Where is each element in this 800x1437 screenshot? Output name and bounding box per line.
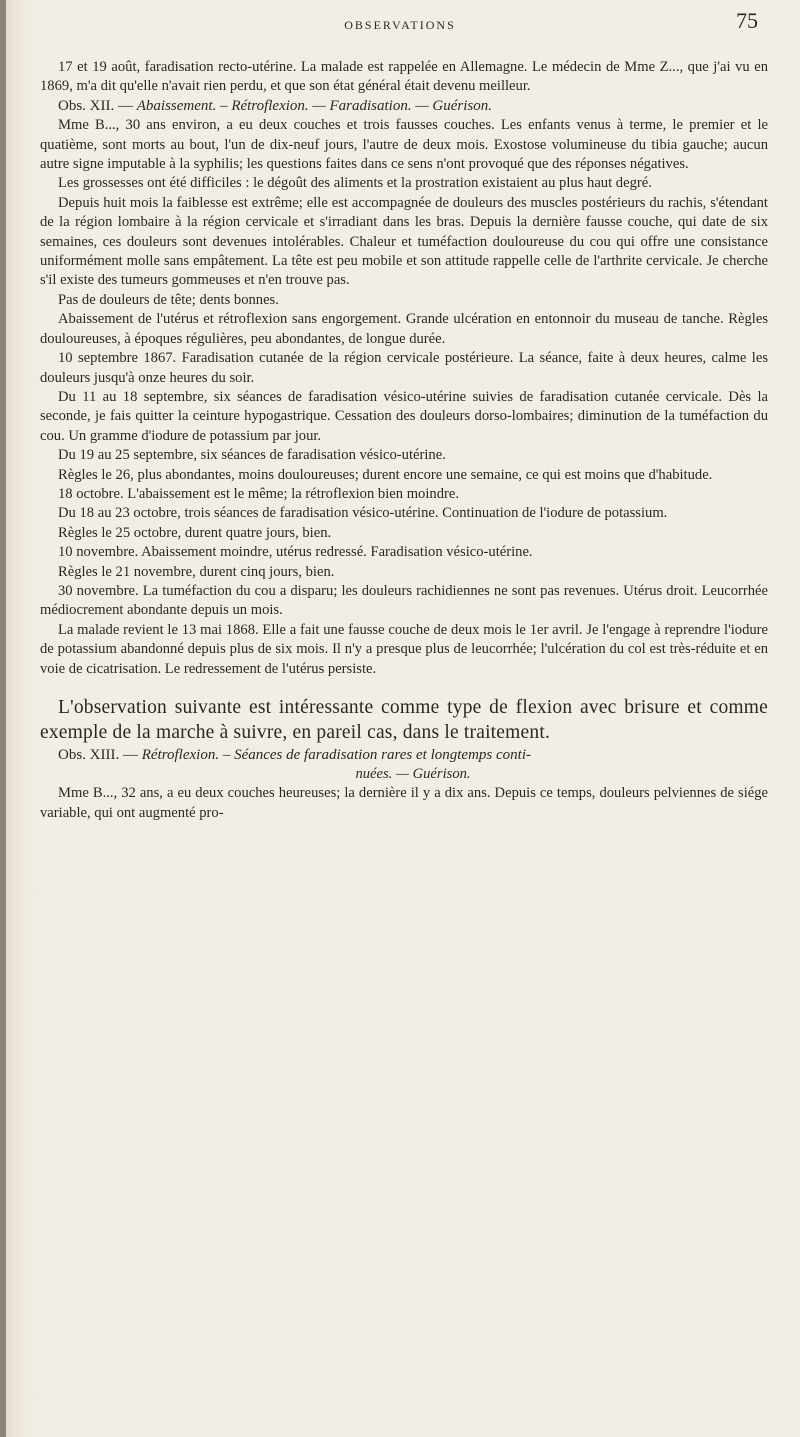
observation-heading	[40, 97, 768, 116]
page-number: 75	[736, 8, 758, 33]
paragraph: Du 11 au 18 septembre, six séances de faradisation vésico-utérine suivies de faradisation cutanée cervicale. Dès la seconde, je fais quitter la ceinture hypogastrique. Cessation des douleurs dorso-lombaires; diminution de la tuméfaction du cou. Un gramme d'iodure de potassium par jour.	[40, 388, 768, 444]
observation-title: Rétroflexion. – Séances de faradisation rares et longtemps conti-	[141, 747, 531, 763]
paragraph: 10 septembre 1867. Faradisation cutanée de la région cervicale postérieure. La séance, faite à deux heures, calme les douleurs jusqu'à onze heures du soir.	[40, 350, 768, 386]
running-title: OBSERVATIONS	[344, 18, 456, 32]
observation-title-continued: nuées. — Guérison.	[355, 766, 471, 782]
paragraph: Abaissement de l'utérus et rétroflexion sans engorgement. Grande ulcération en entonnoir du museau de tanche. Règles douloureuses, à époques régulières, peu abondantes, de longue durée.	[40, 311, 768, 347]
book-spine	[0, 0, 6, 1437]
observation-label: Obs. XII. —	[58, 97, 133, 114]
observation-title: Abaissement. – Rétroflexion. — Faradisation. — Guérison.	[136, 97, 493, 114]
paragraph: 30 novembre. La tuméfaction du cou a disparu; les douleurs rachidiennes ne sont pas revenues. Utérus droit. Leucorrhée médiocrement abondante depuis un mois.	[40, 582, 768, 619]
paragraph: Du 18 au 23 octobre, trois séances de faradisation vésico-utérine. Continuation de l'iodure de potassium.	[58, 505, 668, 522]
paragraph: Mme B..., 30 ans environ, a eu deux couches et trois fausses couches. Les enfants venus à terme, le premier et le quatième, sont morts au bout, l'un de dix-neuf jours, l'autre de deux mois. Exostose volumineuse du tibia gauche; aucun autre signe imputable à la syphilis; les questions faites dans ce sens n'ont provoqué que des réponses négatives.	[40, 117, 768, 173]
paragraph: Du 19 au 25 septembre, six séances de faradisation vésico-utérine.	[58, 447, 446, 464]
paragraph: Les grossesses ont été difficiles : le dégoût des aliments et la prostration existaient au plus haut degré.	[58, 175, 652, 192]
observation-heading	[40, 745, 768, 765]
paragraph: Depuis huit mois la faiblesse est extrême; elle est accompagnée de douleurs des muscles postérieurs du rachis, s'étendant de la région lombaire à la région cervicale et s'irradiant dans les bras. Depuis la dernière fausse couche, qui date de six semaines, ces douleurs sont devenues intolérables. Chaleur et tuméfaction douloureuse du cou qui offre une consistance uniformément molle sans empâtement. La tête est peu mobile et son attitude rappelle celle de l'arthrite cervicale. Je cherche s'il existe des tumeurs gommeuses et n'en trouve pas.	[40, 194, 768, 289]
paragraph: 17 et 19 août, faradisation recto-utérine. La malade est rappelée en Allemagne. Le médecin de Mme Z..., que j'ai vu en 1869, m'a dit qu'elle n'avait rien perdu, et que son état général était devenu meilleur.	[40, 59, 768, 95]
paragraph: 18 octobre. L'abaissement est le même; la rétroflexion bien moindre.	[58, 485, 459, 502]
paragraph: La malade revient le 13 mai 1868. Elle a fait une fausse couche de deux mois le 1er avril. Je l'engage à reprendre l'iodure de potassium abandonné depuis plus de six mois. Il n'y a presque plus de leucorrhée; l'ulcération du col est très-réduite et en voie de cicatrisation. Le redressement de l'utérus persiste.	[40, 621, 768, 677]
body-text	[40, 58, 768, 823]
paragraph: Mme B..., 32 ans, a eu deux couches heureuses; la dernière il y a dix ans. Depuis ce temps, douleurs pelviennes de siége variable, qui ont augmenté pro-	[40, 785, 768, 821]
paragraph: Pas de douleurs de tête; dents bonnes.	[58, 291, 279, 308]
paragraph: Règles le 21 novembre, durent cinq jours, bien.	[58, 563, 335, 580]
observation-label: Obs. XIII. —	[58, 747, 138, 763]
paragraph: Règles le 26, plus abondantes, moins douloureuses; durent encore une semaine, ce qui est moins que d'habitude.	[58, 466, 713, 483]
intro-paragraph: L'observation suivante est intéressante comme type de flexion avec brisure et comme exemple de la marche à suivre, en pareil cas, dans le traitement.	[40, 697, 768, 743]
page-header	[0, 8, 800, 48]
paragraph: Règles le 25 octobre, durent quatre jours, bien.	[58, 524, 332, 541]
paragraph: 10 novembre. Abaissement moindre, utérus redressé. Faradisation vésico-utérine.	[58, 544, 533, 561]
